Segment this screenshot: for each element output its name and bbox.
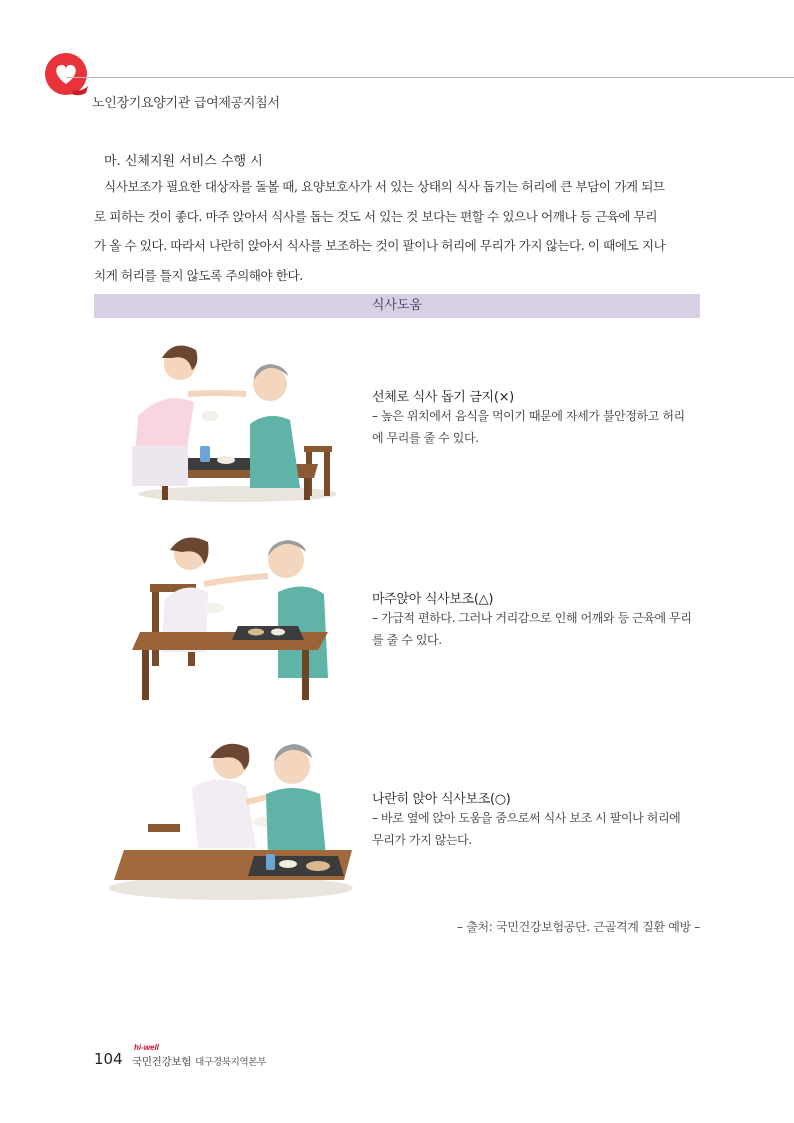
figure-2-title: 마주앉아 식사보조(△)	[372, 592, 494, 607]
header-rule	[66, 77, 794, 78]
footer-org-name: 국민건강보험	[132, 1056, 192, 1068]
body-paragraph	[94, 172, 700, 290]
source-citation: – 출처: 국민건강보험공단. 근골격계 질환 예방 –	[456, 920, 700, 934]
footer-brand-small: hi-well	[134, 1043, 159, 1052]
footer-organization	[132, 1054, 266, 1069]
body-line: 로 피하는 것이 좋다. 마주 앉아서 식사를 돕는 것도 서 있는 것 보다는 편할 수 있으나 어깨나 등 근육에 무리	[94, 208, 658, 224]
figure-1-desc-line: 에 무리를 줄 수 있다.	[372, 431, 479, 445]
standing-feeding-illustration	[118, 328, 336, 504]
heart-logo-icon	[42, 52, 92, 98]
figure-3-desc-line: 무리가 가지 않는다.	[372, 833, 472, 847]
footer-org-sub: 대구경북지역본부	[195, 1057, 267, 1068]
figure-3-desc-line: – 바로 옆에 앉아 도움을 줌으로써 식사 보조 시 팔이나 허리에	[372, 811, 681, 825]
band-title: 식사도움	[371, 298, 423, 313]
figure-3-desc	[372, 807, 702, 851]
body-line: 가 올 수 있다. 따라서 나란히 앉아서 식사를 보조하는 것이 팔이나 허리에 무리가 가지 않는다. 이 때에도 지나	[94, 238, 666, 253]
figure-1-desc	[372, 405, 702, 449]
body-line: 치게 허리를 틀지 않도록 주의해야 한다.	[94, 267, 303, 283]
figure-2-desc-line: 를 줄 수 있다.	[372, 633, 442, 647]
body-line: 식사보조가 필요한 대상자를 돌볼 때, 요양보호사가 서 있는 상태의 식사 돕기는 허리에 큰 부담이 가게 되므	[104, 179, 665, 194]
figure-band	[94, 294, 700, 318]
section-heading: 마. 신체지원 서비스 수행 시	[104, 154, 263, 169]
facing-feeding-illustration	[128, 528, 338, 704]
header-title: 노인장기요양기관 급여제공지침서	[92, 96, 280, 111]
page-number: 104	[94, 1050, 123, 1068]
figure-1-desc-line: – 높은 위치에서 음식을 먹이기 때문에 자세가 불안정하고 허리	[372, 409, 685, 423]
figure-1-title: 선체로 식사 돕기 금지(×)	[372, 390, 514, 405]
figure-2-desc-line: – 가급적 편하다. 그러나 거리감으로 인해 어깨와 등 근육에 무리	[372, 611, 692, 625]
side-by-side-feeding-illustration	[106, 728, 356, 904]
figure-2-desc	[372, 607, 702, 651]
figure-3-title: 나란히 앉아 식사보조(○)	[372, 792, 511, 807]
